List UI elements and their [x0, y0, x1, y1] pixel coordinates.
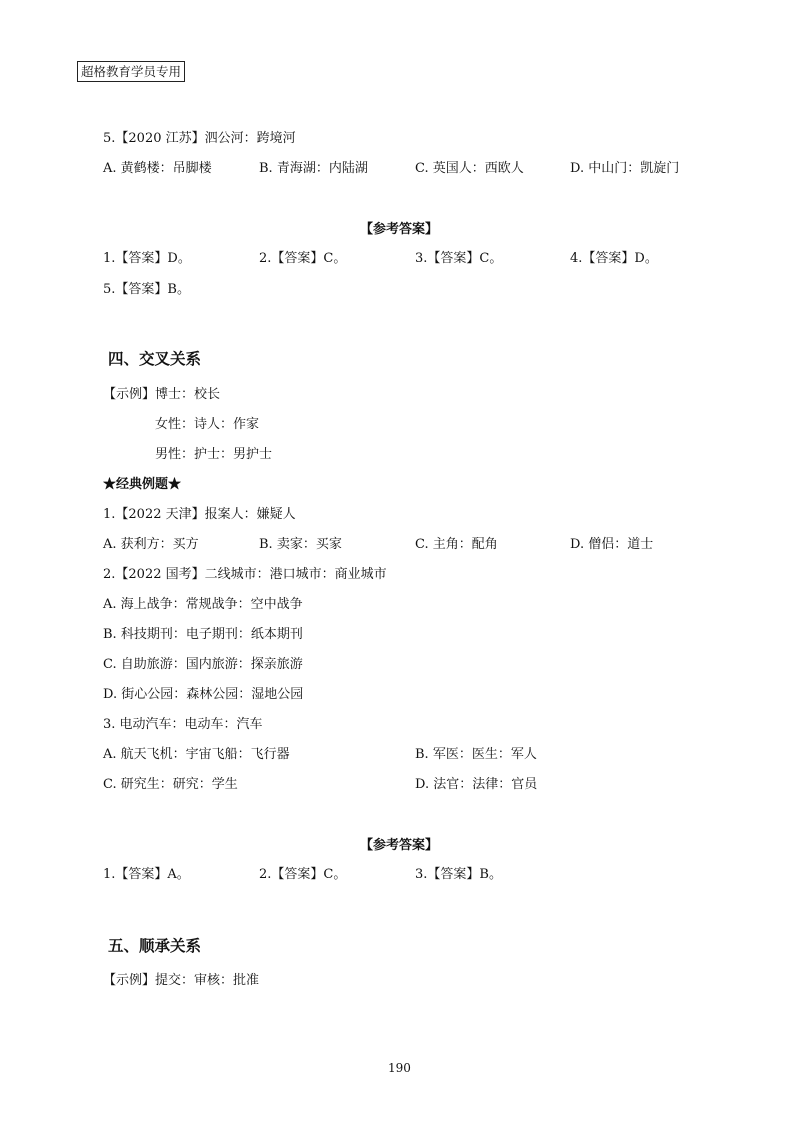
- question-1-option-c: C. 主角：配角: [415, 537, 498, 552]
- question-2-option-d: D. 街心公园：森林公园：湿地公园: [103, 687, 304, 702]
- question-5-option-a: A. 黄鹤楼：吊脚楼: [103, 161, 212, 176]
- answer-item: 3.【答案】B。: [415, 867, 502, 882]
- question-1-option-b: B. 卖家：买家: [259, 537, 342, 552]
- example-line: 【示例】提交：审核：批准: [103, 973, 260, 988]
- answer-item: 1.【答案】A。: [103, 867, 190, 882]
- answer-item: 2.【答案】C。: [259, 867, 347, 882]
- question-3-stem: 3. 电动汽车：电动车：汽车: [103, 717, 263, 732]
- header-label: 超格教育学员专用: [77, 61, 185, 82]
- question-5-option-c: C. 英国人：西欧人: [415, 161, 524, 176]
- question-2-option-b: B. 科技期刊：电子期刊：纸本期刊: [103, 627, 303, 642]
- question-1-stem: 1.【2022 天津】报案人：嫌疑人: [103, 507, 296, 522]
- answer-item: 1.【答案】D。: [103, 251, 191, 266]
- answer-item: 2.【答案】C。: [259, 251, 347, 266]
- question-3-option-a: A. 航天飞机：宇宙飞船：飞行器: [103, 747, 290, 762]
- page-number: 190: [388, 1061, 411, 1075]
- section-4-title: 四、交叉关系: [108, 349, 202, 368]
- example-line: 【示例】博士：校长: [103, 387, 221, 402]
- answers-heading: 【参考答案】: [360, 838, 439, 853]
- question-2-option-c: C. 自助旅游：国内旅游：探亲旅游: [103, 657, 303, 672]
- question-1-option-d: D. 僧侣：道士: [570, 537, 654, 552]
- question-2-option-a: A. 海上战争：常规战争：空中战争: [103, 597, 303, 612]
- question-3-option-c: C. 研究生：研究：学生: [103, 777, 238, 792]
- answer-item: 4.【答案】D。: [570, 251, 658, 266]
- question-5-stem: 5.【2020 江苏】泗公河：跨境河: [103, 131, 296, 146]
- answer-item: 3.【答案】C。: [415, 251, 503, 266]
- question-5-option-b: B. 青海湖：内陆湖: [259, 161, 368, 176]
- question-1-option-a: A. 获利方：买方: [103, 537, 199, 552]
- example-line: 男性：护士：男护士: [155, 447, 273, 462]
- question-3-option-d: D. 法官：法律：官员: [415, 777, 538, 792]
- question-2-stem: 2.【2022 国考】二线城市：港口城市：商业城市: [103, 567, 387, 582]
- question-3-option-b: B. 军医：医生：军人: [415, 747, 537, 762]
- question-5-option-d: D. 中山门：凯旋门: [570, 161, 680, 176]
- example-line: 女性：诗人：作家: [155, 417, 260, 432]
- answer-item: 5.【答案】B。: [103, 282, 190, 297]
- classic-examples-label: ★经典例题★: [103, 477, 182, 492]
- section-5-title: 五、顺承关系: [108, 936, 202, 955]
- answers-heading: 【参考答案】: [360, 222, 439, 237]
